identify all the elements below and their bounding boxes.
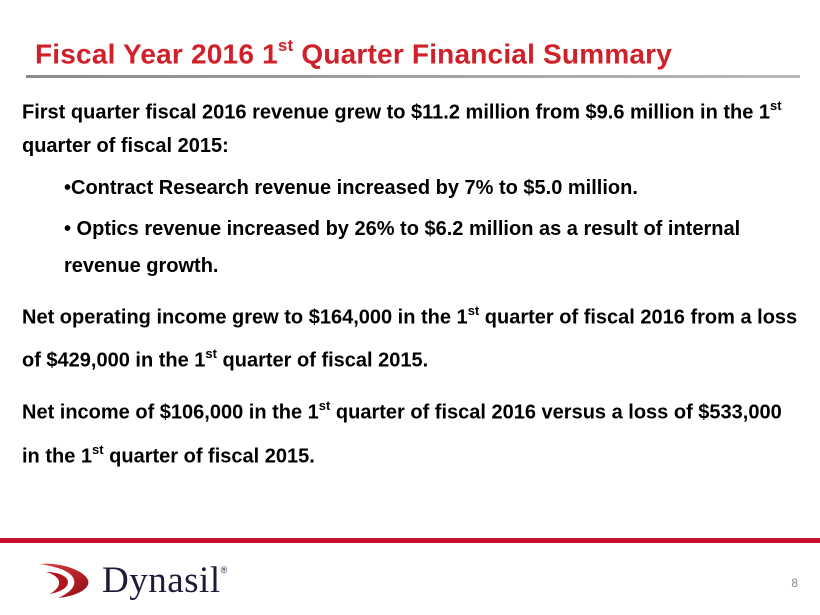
page-number: 8 xyxy=(791,576,798,590)
operating-income-paragraph: Net operating income grew to $164,000 in the 1st quarter of fiscal 2016 from a loss of $429,000 in the 1st quarter of fiscal 2015. xyxy=(22,302,798,372)
net-income-paragraph: Net income of $106,000 in the 1st quarter of fiscal 2016 versus a loss of $533,000 in the 1st quarter of fiscal 2015. xyxy=(22,397,782,468)
slide-body xyxy=(22,90,802,475)
registered-mark: ® xyxy=(220,565,228,575)
logo-wordmark: Dynasil xyxy=(102,559,221,601)
footer-divider xyxy=(0,538,820,543)
dynasil-swoosh-icon xyxy=(38,560,96,600)
slide-title: Fiscal Year 2016 1st Quarter Financial Summary xyxy=(35,36,673,70)
dynasil-logo xyxy=(38,558,227,602)
title-divider xyxy=(26,75,800,78)
contract-research-bullet: •Contract Research revenue increased by 7% to $5.0 million. xyxy=(64,176,638,199)
optics-bullet: • Optics revenue increased by 26% to $6.2 million as a result of internal revenue growth. xyxy=(64,217,741,277)
revenue-summary-paragraph: First quarter fiscal 2016 revenue grew to $11.2 million from $9.6 million in the 1st quarter of fiscal 2015: xyxy=(22,98,782,157)
